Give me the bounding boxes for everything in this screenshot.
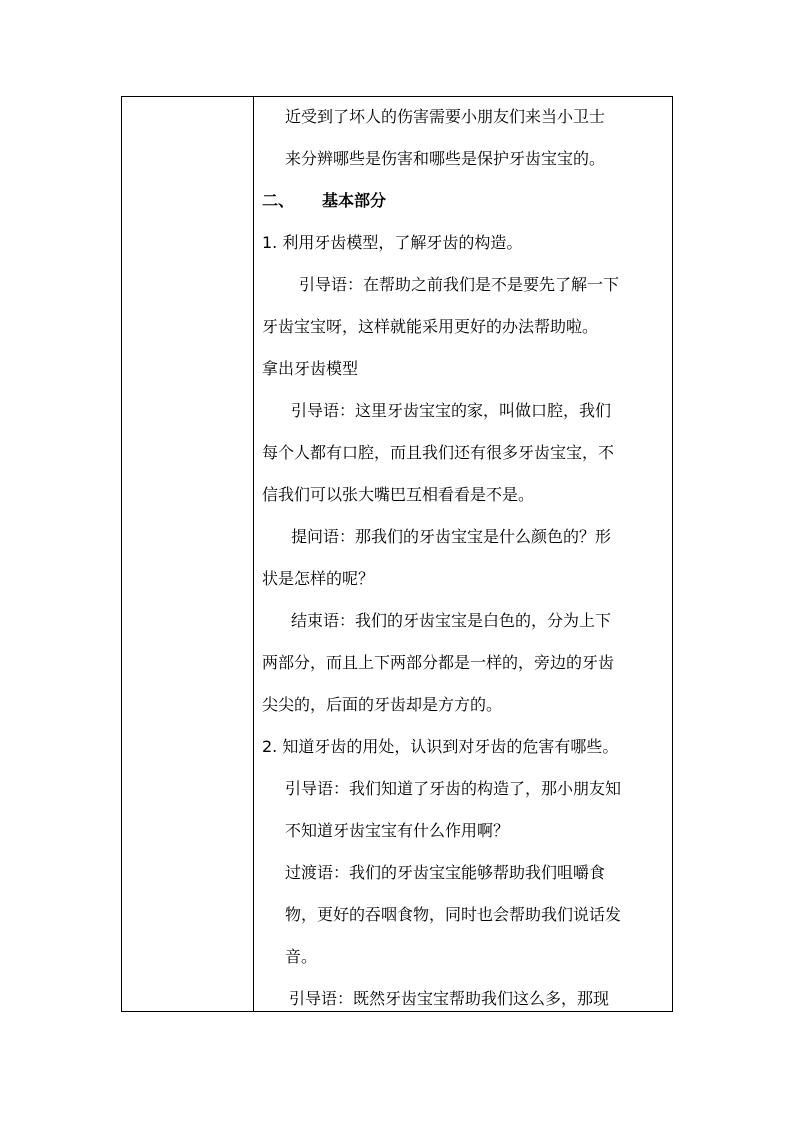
text-line-11: 提问语：那我们的牙齿宝宝是什么颜色的？形 (291, 527, 612, 546)
text-line-17: 引导语：我们知道了牙齿的构造了，那小朋友知 (285, 779, 622, 798)
text-line-14: 两部分，而且上下两部分都是一样的，旁边的牙齿 (262, 653, 615, 672)
text-line-7: 拿出牙齿模型 (262, 359, 359, 378)
text-line-15: 尖尖的，后面的牙齿却是方方的。 (262, 695, 503, 714)
lesson-plan-table (121, 96, 673, 1012)
step-1-title: 1. 利用牙齿模型，了解牙齿的构造。 (262, 233, 523, 252)
section-heading-number: 二、 (262, 191, 295, 210)
step-2-title: 2. 知道牙齿的用处，认识到对牙齿的危害有哪些。 (262, 737, 619, 756)
text-line-9: 每个人都有口腔，而且我们还有很多牙齿宝宝，不 (262, 443, 615, 462)
text-line-6: 牙齿宝宝呀，这样就能采用更好的办法帮助啦。 (262, 317, 599, 336)
text-line-22: 引导语：既然牙齿宝宝帮助我们这么多，那现 (289, 989, 610, 1008)
text-line-5: 引导语：在帮助之前我们是不是要先了解一下 (299, 275, 620, 294)
text-line-21: 音。 (285, 947, 318, 966)
table-right-cell (254, 97, 673, 1011)
text-line-20: 物，更好的吞咽食物，同时也会帮助我们说话发 (285, 905, 622, 924)
text-line-2: 来分辨哪些是伤害和哪些是保护牙齿宝宝的。 (285, 149, 606, 168)
text-line-12: 状是怎样的呢？ (262, 569, 375, 588)
table-left-cell (122, 97, 253, 1011)
section-heading-basic (262, 191, 386, 211)
text-line-1: 近受到了坏人的伤害需要小朋友们来当小卫士 (285, 107, 606, 126)
text-line-18: 不知道牙齿宝宝有什么作用啊？ (285, 821, 510, 840)
text-line-19: 过渡语：我们的牙齿宝宝能够帮助我们咀嚼食 (285, 863, 606, 882)
text-line-8: 引导语：这里牙齿宝宝的家，叫做口腔，我们 (291, 401, 612, 420)
section-heading-title: 基本部分 (322, 191, 387, 210)
text-line-13: 结束语：我们的牙齿宝宝是白色的，分为上下 (291, 611, 612, 630)
text-line-10: 信我们可以张大嘴巴互相看看是不是。 (262, 485, 535, 504)
